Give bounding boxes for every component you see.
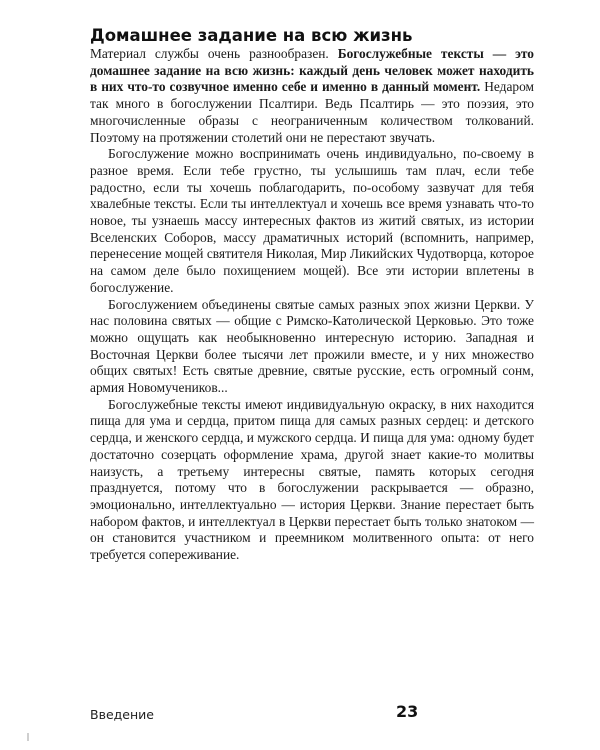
running-footer-section: Введение: [90, 707, 154, 722]
paragraph-4: Богослужебные тексты имеют индивидуальную окраску, в них находится пища для ума и сердца, притом пища для самых разных сердец: и детского сердца, и женского сердца, и мужского сердца. И пища для ума: одному будет достаточно созерцать оформление храма, другой знает какие-то молитвы наизусть, а третьему интересны святые, память которых сегодня празднуется, потому что в богослужении раскрывается — образно, эмоционально, интеллектуально — история Церкви. Знание перестает быть набором фактов, и интеллектуал в Церкви перестает быть только знатоком — он становится участником и преемником молитвенного опыта: от него требуется сопереживание.: [90, 396, 534, 563]
paragraph-1-emphasis: Богослужебные тексты — это домашнее задание на всю жизнь: каждый день человек может находить в них что-то созвучное именно себе и именно в данный момент.: [90, 46, 534, 95]
paragraph-1-rest: Недаром так много в богослужении Псалтири. Ведь Псалтирь — это поэзия, это многочисленные образы с неограниченным количеством толкований. Поэтому на протяжении столетий они не перестают звучать.: [90, 79, 535, 145]
paragraph-2: Богослужение можно воспринимать очень индивидуально, по-своему в разное время. Если тебе грустно, ты услышишь там плач, если тебе радостно, если ты хочешь поблагодарить, по-особому зазвучат для тебя хвалебные тексты. Если ты интеллектуал и хочешь все время узнавать что-то новое, ты узнаешь массу интересных фактов из житий святых, из истории Вселенских Соборов, массу драматичных историй (вспомнить, например, перенесение мощей святителя Николая, Мир Ликийских Чудотворца, которое на самом деле было похищением мощей). Все эти истории вплетены в богослужение.: [90, 146, 534, 295]
section-heading: Домашнее задание на всю жизнь: [90, 26, 413, 45]
page-number: 23: [396, 702, 419, 721]
paragraph-3: Богослужением объединены святые самых разных эпох жизни Церкви. У нас половина святых — общие с Римско-Католической Церковью. Это тоже можно ощущать как необыкновенно интересную историю. Западная и Восточная Церкви более тысячи лет прожили вместе, и у них множество общих святых! Есть святые древние, святые русские, есть огромный сонм, армия Новомучеников...: [90, 296, 534, 396]
paragraph-1: [90, 46, 534, 146]
body-text: [90, 46, 534, 564]
paragraph-1-intro: Материал службы очень разнообразен.: [90, 46, 338, 61]
scan-edge-mark: [27, 733, 29, 741]
